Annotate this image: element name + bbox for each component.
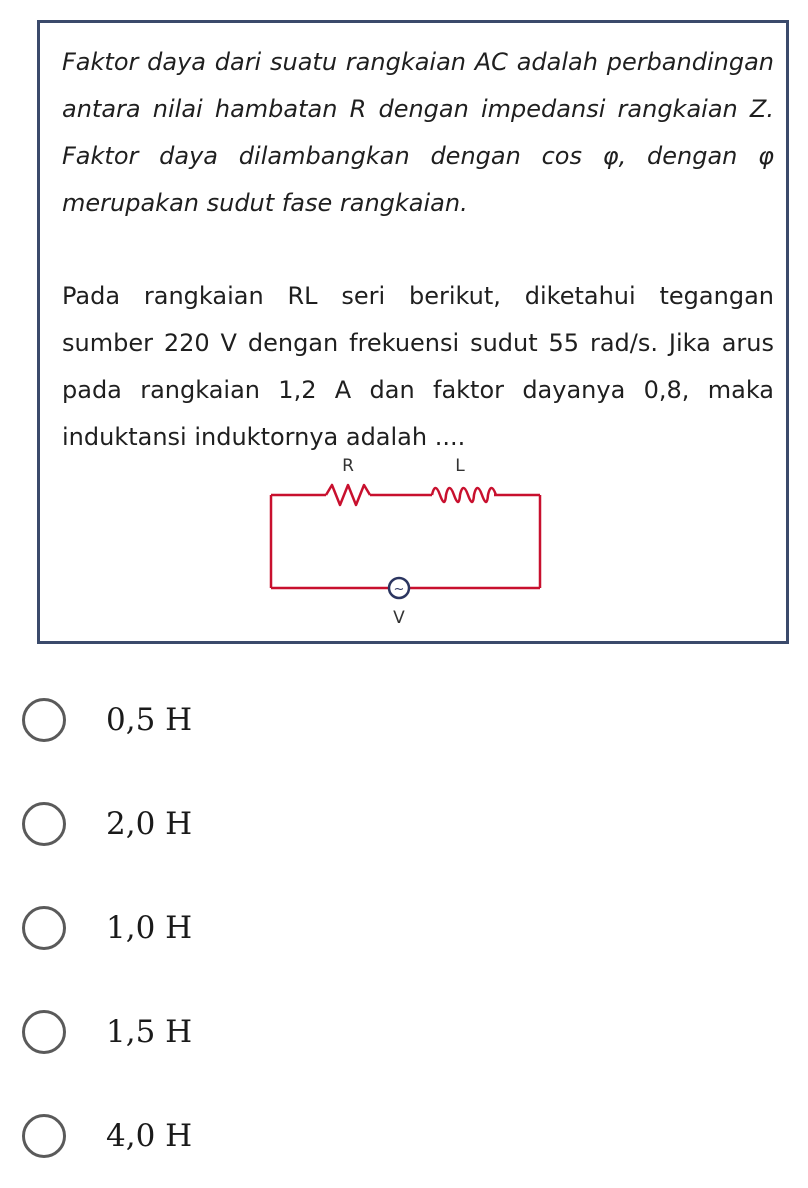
- question-intro: Faktor daya dari suatu rangkaian AC adalah perbandingan antara nilai hambatan R dengan impedansi rangkaian Z. Faktor daya dilambangkan dengan cos φ, dengan φ merupakan sudut fase rangkaian.: [62, 48, 774, 217]
- resistor-symbol: [326, 485, 370, 505]
- option-d[interactable]: [22, 980, 782, 1084]
- option-label: 0,5 H: [106, 702, 193, 738]
- inductor-symbol: [432, 488, 496, 502]
- resistor-label: R: [342, 456, 354, 476]
- radio-button-icon[interactable]: [22, 698, 66, 742]
- source-label: V: [393, 608, 405, 628]
- radio-button-icon[interactable]: [22, 906, 66, 950]
- option-e[interactable]: [22, 1084, 782, 1188]
- option-b[interactable]: [22, 772, 782, 876]
- radio-button-icon[interactable]: [22, 1114, 66, 1158]
- radio-button-icon[interactable]: [22, 802, 66, 846]
- option-label: 2,0 H: [106, 806, 193, 842]
- answer-options: [22, 668, 782, 1188]
- option-label: 1,0 H: [106, 910, 193, 946]
- option-label: 4,0 H: [106, 1118, 193, 1154]
- ac-source-symbol: ~: [393, 582, 405, 597]
- option-label: 1,5 H: [106, 1014, 193, 1050]
- question-card: [37, 20, 789, 644]
- option-a[interactable]: [22, 668, 782, 772]
- option-c[interactable]: [22, 876, 782, 980]
- inductor-label: L: [455, 456, 465, 476]
- radio-button-icon[interactable]: [22, 1010, 66, 1054]
- question-problem: Pada rangkaian RL seri berikut, diketahui tegangan sumber 220 V dengan frekuensi sudut 55 rad/s. Jika arus pada rangkaian 1,2 A dan faktor dayanya 0,8, maka induktansi induktornya adalah ....: [62, 282, 774, 451]
- rl-circuit-diagram: [40, 23, 786, 641]
